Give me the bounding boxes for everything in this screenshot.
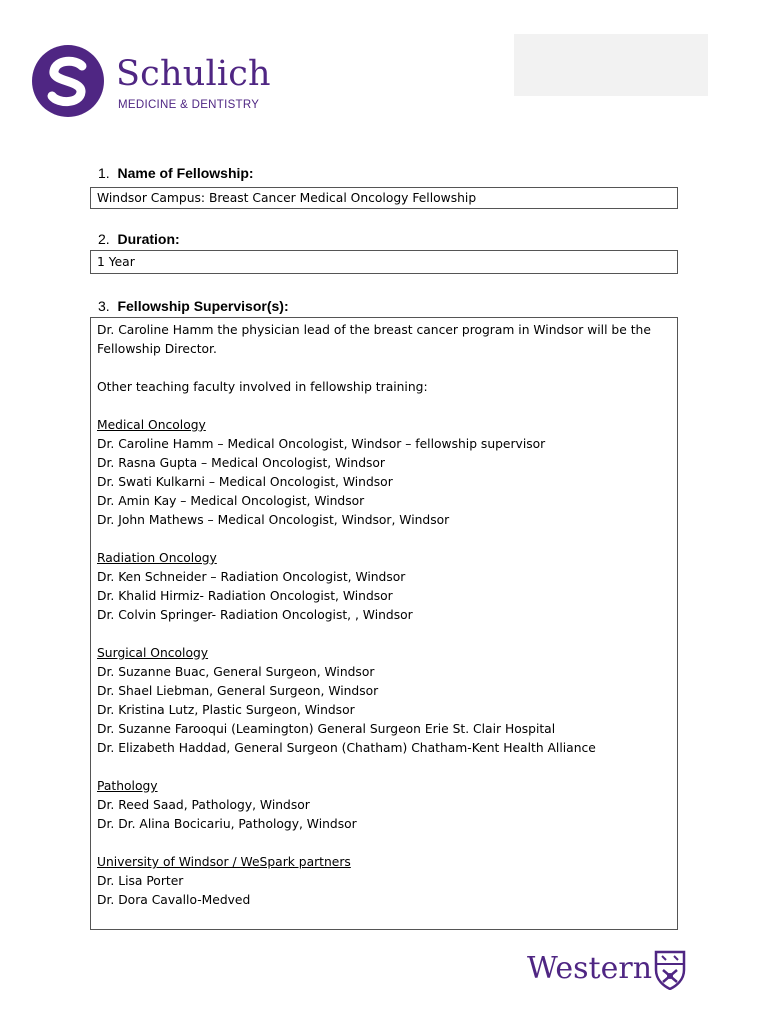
fellowship-name-field	[90, 187, 678, 209]
section-number: 2.	[98, 231, 110, 247]
section-title: Name of Fellowship:	[117, 165, 254, 181]
group-heading-pathology: Pathology	[97, 779, 158, 793]
duration-field	[90, 250, 678, 274]
faculty-member: Dr. John Mathews – Medical Oncologist, Windsor, Windsor	[97, 513, 450, 527]
faculty-member: Dr. Dr. Alina Bocicariu, Pathology, Windsor	[97, 817, 357, 831]
section-heading-supervisors	[98, 298, 289, 314]
faculty-member: Dr. Reed Saad, Pathology, Windsor	[97, 798, 310, 812]
faculty-member: Dr. Khalid Hirmiz- Radiation Oncologist, Windsor	[97, 589, 393, 603]
section-number: 3.	[98, 298, 110, 314]
group-heading-university-partners: University of Windsor / WeSpark partners	[97, 855, 351, 869]
header-placeholder-box	[514, 34, 708, 96]
supervisors-field	[90, 317, 678, 930]
section-title: Duration:	[117, 231, 180, 247]
section-number: 1.	[98, 165, 110, 181]
section-heading-duration	[98, 231, 180, 247]
faculty-member: Dr. Swati Kulkarni – Medical Oncologist, Windsor	[97, 475, 393, 489]
logo-subtitle: MEDICINE & DENTISTRY	[118, 99, 260, 111]
faculty-member: Dr. Caroline Hamm – Medical Oncologist, Windsor – fellowship supervisor	[97, 437, 546, 451]
group-heading-surgical-oncology: Surgical Oncology	[97, 646, 209, 660]
faculty-member: Dr. Amin Kay – Medical Oncologist, Windsor	[97, 494, 365, 508]
faculty-intro: Other teaching faculty involved in fellowship training:	[97, 380, 428, 394]
faculty-member: Dr. Shael Liebman, General Surgeon, Windsor	[97, 684, 379, 698]
faculty-member: Dr. Elizabeth Haddad, General Surgeon (Chatham) Chatham-Kent Health Alliance	[97, 741, 596, 755]
faculty-member: Dr. Ken Schneider – Radiation Oncologist, Windsor	[97, 570, 406, 584]
section-heading-name-of-fellowship	[98, 165, 254, 181]
faculty-member: Dr. Rasna Gupta – Medical Oncologist, Windsor	[97, 456, 385, 470]
schulich-logo	[32, 44, 272, 120]
faculty-member: Dr. Suzanne Farooqui (Leamington) General Surgeon Erie St. Clair Hospital	[97, 722, 556, 736]
western-logo	[527, 946, 687, 994]
faculty-member: Dr. Kristina Lutz, Plastic Surgeon, Windsor	[97, 703, 355, 717]
group-heading-radiation-oncology: Radiation Oncology	[97, 551, 217, 565]
faculty-member: Dr. Lisa Porter	[97, 874, 184, 888]
western-wordmark: Western	[527, 951, 653, 986]
faculty-member: Dr. Suzanne Buac, General Surgeon, Windsor	[97, 665, 375, 679]
intro-line: Fellowship Director.	[97, 342, 217, 356]
group-heading-medical-oncology: Medical Oncology	[97, 418, 206, 432]
faculty-member: Dr. Colvin Springer- Radiation Oncologist, , Windsor	[97, 608, 413, 622]
duration-value: 1 Year	[97, 255, 135, 269]
schulich-s-icon	[32, 44, 104, 118]
section-title: Fellowship Supervisor(s):	[117, 298, 289, 314]
fellowship-name-value: Windsor Campus: Breast Cancer Medical Oncology Fellowship	[97, 191, 477, 205]
faculty-member: Dr. Dora Cavallo-Medved	[97, 893, 251, 907]
western-crest-icon	[654, 950, 686, 990]
logo-name: Schulich	[116, 54, 271, 94]
intro-line: Dr. Caroline Hamm the physician lead of the breast cancer program in Windsor will be the	[97, 323, 651, 337]
